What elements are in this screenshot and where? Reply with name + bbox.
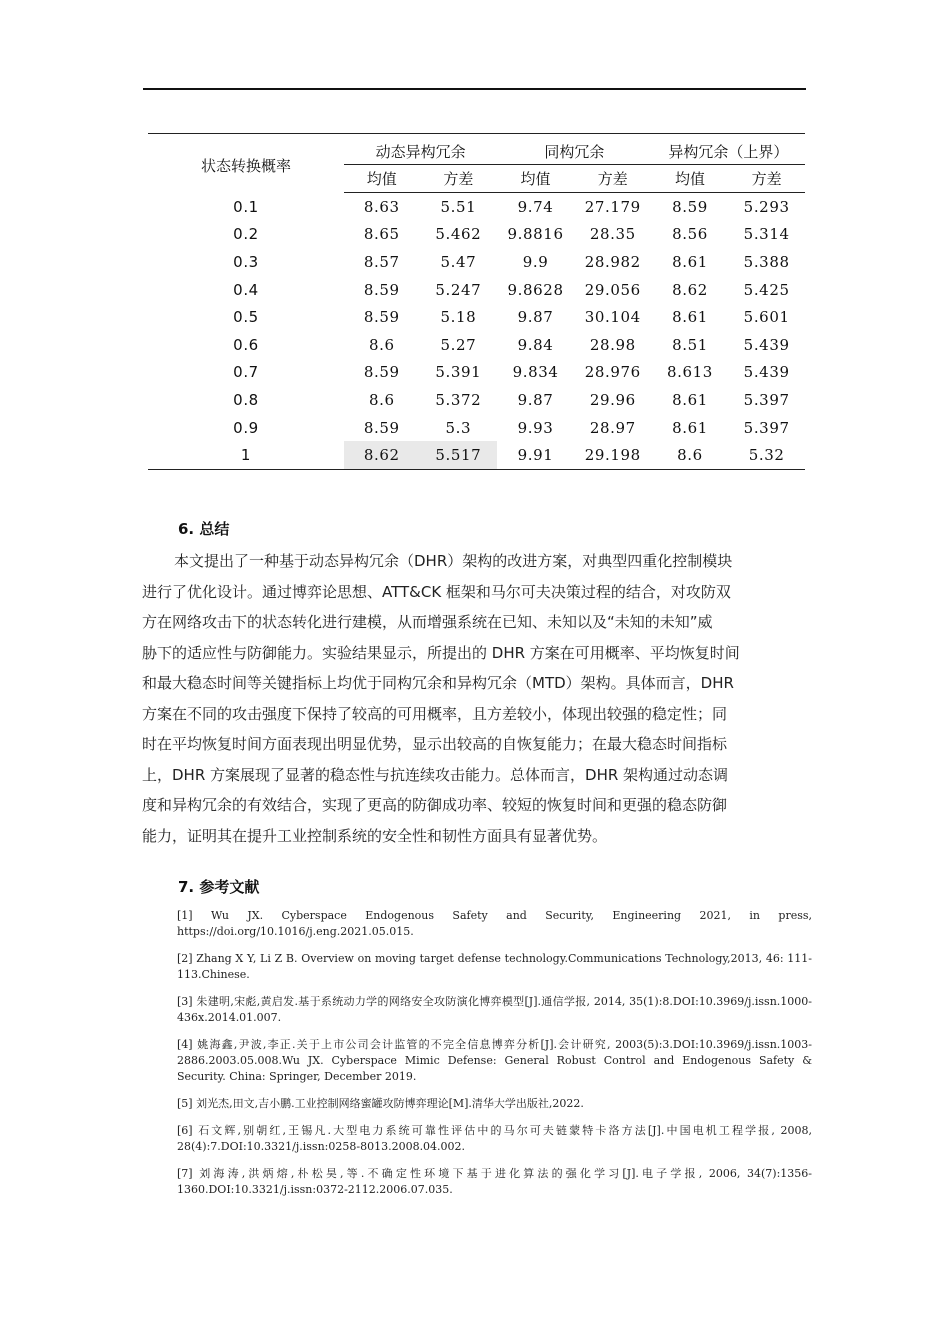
probability-cell: 0.8 — [233, 390, 259, 409]
table-row — [148, 248, 805, 276]
probability-cell: 0.7 — [233, 363, 259, 382]
subheader-variance: 方差 — [728, 165, 805, 193]
subheader-mean: 均值 — [652, 165, 729, 193]
table-cell: 9.8816 — [507, 225, 564, 244]
table-cell: 8.56 — [672, 225, 708, 244]
table-row — [148, 221, 805, 249]
table-cell: 30.104 — [584, 308, 641, 327]
table-cell: 5.439 — [743, 363, 790, 382]
table-cell: 8.613 — [667, 363, 713, 382]
reference-item: [5] 刘光杰,田文,吉小鹏.工业控制网络蜜罐攻防博弈理论[M].清华大学出版社,2022. — [177, 1097, 584, 1110]
table-cell: 5.388 — [743, 252, 790, 271]
table-cell: 5.3 — [445, 418, 472, 437]
table-cell: 8.63 — [363, 197, 400, 216]
table-cell: 5.51 — [440, 197, 477, 216]
table-row — [148, 414, 805, 442]
table-cell: 8.6 — [368, 390, 395, 409]
reference-list — [177, 908, 812, 1209]
probability-cell: 0.2 — [233, 225, 259, 244]
probability-cell: 1 — [240, 446, 252, 465]
table-cell: 9.87 — [517, 390, 554, 409]
table-cell: 5.47 — [440, 252, 477, 271]
table-cell: 5.601 — [743, 308, 790, 327]
table-cell: 8.51 — [672, 335, 708, 354]
table-cell: 9.91 — [517, 446, 554, 465]
table-cell: 8.59 — [672, 197, 708, 216]
probability-cell: 0.1 — [233, 197, 259, 216]
table-cell: 9.74 — [517, 197, 554, 216]
reference-item: [2] Zhang X Y, Li Z B. Overview on moving target defense technology.Communications Technology,2013, 46: 111-113.Chinese. — [177, 952, 812, 981]
paragraph-line: 胁下的适应性与防御能力。实验结果显示，所提出的 DHR 方案在可用概率、平均恢复时间 — [142, 643, 740, 662]
table-cell: 8.59 — [363, 280, 400, 299]
paragraph-line: 和最大稳态时间等关键指标上均优于同构冗余和异构冗余（MTD）架构。具体而言，DHR — [142, 674, 734, 692]
table-cell: 28.98 — [589, 335, 636, 354]
table-cell: 8.59 — [363, 308, 400, 327]
table-cell: 5.439 — [743, 335, 790, 354]
table-cell: 28.982 — [584, 252, 641, 271]
table-cell: 5.397 — [743, 418, 790, 437]
table-cell-highlighted: 5.517 — [420, 441, 498, 469]
paragraph-line: 时在平均恢复时间方面表现出明显优势，显示出较高的自恢复能力；在最大稳态时间指标 — [142, 735, 728, 753]
table-cell: 5.18 — [440, 308, 477, 327]
table-row — [148, 386, 805, 414]
table-cell: 8.57 — [363, 252, 400, 271]
table-cell-highlighted: 8.62 — [344, 441, 420, 469]
reference-item: [1] Wu JX. Cyberspace Endogenous Safety and Security, Engineering 2021, in press, https://doi.org/10.1016/j.eng.2021.05.015. — [177, 909, 812, 938]
references-heading: 7. 参考文献 — [178, 878, 260, 896]
table-cell: 27.179 — [584, 197, 641, 216]
table-cell: 5.247 — [435, 280, 482, 299]
header-rule — [143, 88, 806, 90]
probability-cell: 0.3 — [233, 252, 259, 271]
conclusion-heading: 6. 总结 — [178, 520, 230, 538]
table-cell: 9.87 — [517, 308, 554, 327]
paragraph-line: 能力，证明其在提升工业控制系统的安全性和韧性方面具有显著优势。 — [142, 826, 608, 845]
group-header-dhr: 动态异构冗余 — [344, 134, 497, 165]
table-cell: 8.65 — [363, 225, 400, 244]
group-header-heterogeneous: 异构冗余（上界） — [652, 134, 805, 165]
table-cell: 5.293 — [743, 197, 790, 216]
table-cell: 28.97 — [589, 418, 636, 437]
table-header-row-groups — [148, 134, 805, 165]
reference-item: [7] 刘海涛,洪炳熔,朴松昊,等.不确定性环境下基于进化算法的强化学习[J].电子学报, 2006, 34(7):1356-1360.DOI:10.3321/j.issn:0372-2112.2006.07.035. — [177, 1167, 812, 1196]
subheader-variance: 方差 — [420, 165, 498, 193]
paragraph-line: 上，DHR 方案展现了显著的稳态性与抗连续攻击能力。总体而言，DHR 架构通过动态调 — [142, 765, 729, 784]
paragraph-line: 进行了优化设计。通过博弈论思想、ATT&CK 框架和马尔可夫决策过程的结合，对攻防双 — [142, 582, 731, 601]
probability-cell: 0.5 — [233, 308, 259, 327]
table-cell: 9.84 — [517, 335, 554, 354]
table-cell: 8.59 — [363, 418, 400, 437]
table-cell: 5.397 — [743, 390, 790, 409]
paragraph-line: 度和异构冗余的有效结合，实现了更高的防御成功率、较短的恢复时间和更强的稳态防御 — [142, 796, 728, 814]
paragraph-line: 方在网络攻击下的状态转化进行建模，从而增强系统在已知、未知以及“未知的未知”威 — [142, 613, 713, 631]
table-row — [148, 193, 805, 221]
table-cell: 9.93 — [517, 418, 554, 437]
table-cell: 8.61 — [672, 308, 708, 327]
table-cell: 5.425 — [743, 280, 790, 299]
subheader-mean: 均值 — [344, 165, 420, 193]
probability-cell: 0.6 — [233, 335, 259, 354]
table-row — [148, 441, 805, 469]
table-cell: 8.61 — [672, 418, 708, 437]
table-cell: 28.35 — [589, 225, 636, 244]
table-cell: 5.391 — [435, 363, 482, 382]
results-table — [148, 133, 805, 470]
table-cell: 29.056 — [584, 280, 641, 299]
table-cell: 28.976 — [584, 363, 641, 382]
probability-cell: 0.9 — [233, 418, 259, 437]
table-cell: 5.32 — [748, 446, 785, 465]
paragraph-line: 本文提出了一种基于动态异构冗余（DHR）架构的改进方案，对典型四重化控制模块 — [174, 552, 733, 570]
table-cell: 8.61 — [672, 390, 708, 409]
table-cell: 29.198 — [584, 446, 641, 465]
probability-cell: 0.4 — [233, 280, 259, 299]
table-cell: 9.9 — [522, 252, 549, 271]
table-cell: 8.6 — [677, 446, 703, 465]
table-cell: 5.27 — [440, 335, 477, 354]
table-cell: 9.834 — [512, 363, 559, 382]
subheader-variance: 方差 — [574, 165, 652, 193]
table-cell: 5.462 — [435, 225, 482, 244]
reference-item: [4] 姚海鑫,尹波,李正.关于上市公司会计监管的不完全信息博弈分析[J].会计研究, 2003(5):3.DOI:10.3969/j.issn.1003-2886.2003.05.008.Wu JX. Cyberspace Mimic Defense: General Robust Control and Endogenous Safety & Security. China: Springer, December 2019. — [177, 1038, 812, 1083]
table-cell: 29.96 — [589, 390, 636, 409]
table-cell: 8.59 — [363, 363, 400, 382]
table-cell: 9.8628 — [507, 280, 564, 299]
table-cell: 8.62 — [672, 280, 708, 299]
group-header-homogeneous: 同构冗余 — [497, 134, 651, 165]
conclusion-paragraph — [142, 546, 808, 851]
reference-item: [3] 朱建明,宋彪,黄启发.基于系统动力学的网络安全攻防演化博弈模型[J].通信学报, 2014, 35(1):8.DOI:10.3969/j.issn.1000-436x.2014.01.007. — [177, 995, 812, 1024]
table-row — [148, 359, 805, 387]
row-header-cell: 状态转换概率 — [201, 156, 292, 175]
subheader-mean: 均值 — [497, 165, 574, 193]
table-cell: 8.61 — [672, 252, 708, 271]
table-row — [148, 276, 805, 304]
table-cell: 5.372 — [435, 390, 482, 409]
paragraph-line: 方案在不同的攻击强度下保持了较高的可用概率，且方差较小，体现出较强的稳定性；同 — [142, 704, 728, 723]
table-cell: 8.6 — [368, 335, 395, 354]
table-row — [148, 303, 805, 331]
reference-item: [6] 石文辉,别朝红,王锡凡.大型电力系统可靠性评估中的马尔可夫链蒙特卡洛方法[J].中国电机工程学报, 2008, 28(4):7.DOI:10.3321/j.issn:0258-8013.2008.04.002. — [177, 1124, 812, 1153]
table-row — [148, 331, 805, 359]
table-cell: 5.314 — [743, 225, 790, 244]
